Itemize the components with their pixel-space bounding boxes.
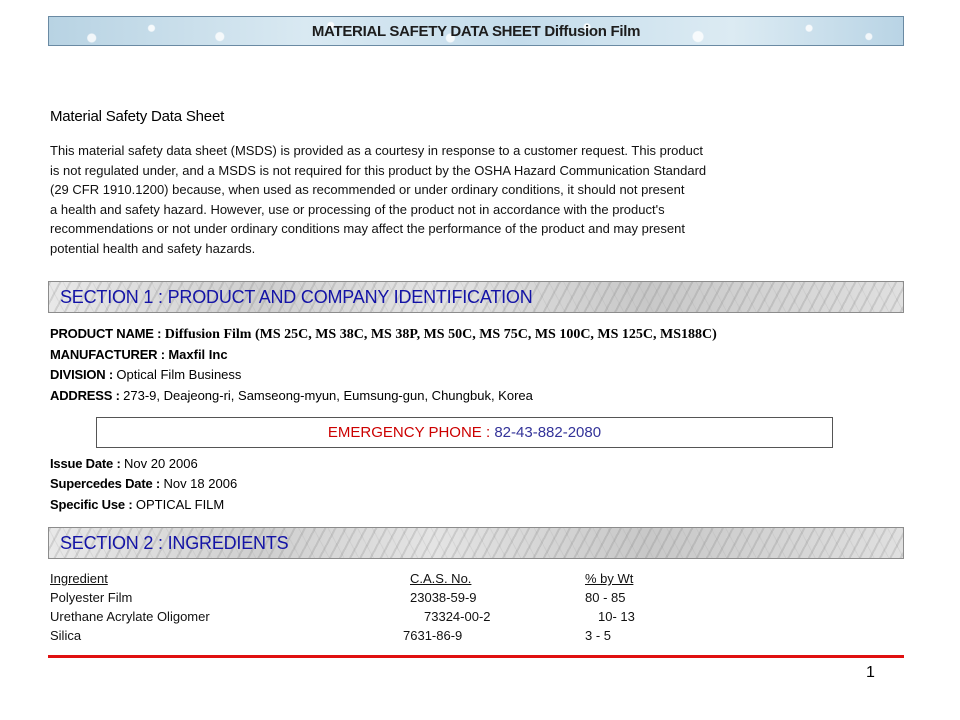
intro-line: potential health and safety hazards. [50, 240, 256, 256]
specific-use-field [50, 497, 224, 512]
address-label: ADDRESS : [50, 388, 124, 403]
intro-line: recommendations or not under ordinary conditions may affect the performance of the product and may present [50, 221, 685, 236]
section-2-banner [48, 527, 904, 559]
issue-date-field [50, 456, 198, 471]
manufacturer-label: MANUFACTURER : [50, 347, 169, 362]
intro-heading: Material Safety Data Sheet [50, 108, 225, 125]
emergency-phone-separator: : [481, 424, 495, 441]
specific-use-label: Specific Use : [50, 497, 136, 512]
section-2-title: SECTION 2 : INGREDIENTS [60, 532, 289, 553]
weight-column-header: % by Wt [585, 571, 634, 586]
intro-line: (29 CFR 1910.1200) because, when used as recommended or under ordinary conditions, it should not present [50, 182, 685, 197]
section-1-banner [48, 281, 904, 313]
page-number: 1 [866, 664, 875, 681]
ingredient-name: Silica [50, 628, 82, 643]
ingredient-column-header: Ingredient [50, 571, 108, 586]
ingredient-cas: 73324-00-2 [424, 609, 491, 624]
address-field [50, 388, 533, 403]
product-name-field [50, 326, 717, 343]
division-field [50, 367, 241, 382]
issue-date-label: Issue Date : [50, 456, 124, 471]
ingredient-weight: 3 - 5 [585, 628, 612, 643]
ingredient-weight: 10- 13 [598, 609, 635, 624]
issue-date-value: Nov 20 2006 [124, 456, 198, 471]
ingredient-cas: 23038-59-9 [410, 590, 477, 605]
intro-line: This material safety data sheet (MSDS) is provided as a courtesy in response to a customer request. This product [50, 143, 703, 158]
division-value: Optical Film Business [116, 367, 242, 382]
address-value: 273-9, Deajeong-ri, Samseong-myun, Eumsung-gun, Chungbuk, Korea [123, 388, 533, 403]
emergency-phone-number: 82-43-882-2080 [494, 424, 602, 441]
ingredient-cas: 7631-86-9 [403, 628, 463, 643]
division-label: DIVISION : [50, 367, 117, 382]
manufacturer-field [50, 347, 228, 362]
intro-line: is not regulated under, and a MSDS is not required for this product by the OSHA Hazard Communication Standard [50, 162, 707, 178]
ingredient-weight: 80 - 85 [585, 590, 626, 605]
supercedes-date-label: Supercedes Date : [50, 476, 164, 491]
ingredient-name: Polyester Film [50, 590, 133, 605]
supercedes-date-field [50, 476, 237, 491]
emergency-phone-box [96, 417, 833, 448]
manufacturer-value: Maxfil Inc [168, 347, 228, 362]
emergency-phone-label: EMERGENCY PHONE [327, 424, 482, 441]
product-name-value: Diffusion Film (MS 25C, MS 38C, MS 38P, MS 50C, MS 75C, MS 100C, MS 125C, MS188C) [164, 327, 717, 342]
specific-use-value: OPTICAL FILM [135, 497, 225, 512]
cas-column-header: C.A.S. No. [410, 571, 472, 586]
intro-paragraph [50, 141, 706, 258]
product-name-label: PRODUCT NAME : [50, 326, 165, 341]
intro-line: a health and safety hazard. However, use or processing of the product not in accordance with the product's [50, 201, 665, 217]
section-1-title: SECTION 1 : PRODUCT AND COMPANY IDENTIFICATION [60, 286, 533, 307]
supercedes-date-value: Nov 18 2006 [163, 476, 238, 491]
header-banner [48, 16, 904, 46]
document-title: MATERIAL SAFETY DATA SHEET Diffusion Film [311, 22, 641, 40]
bottom-divider [48, 655, 904, 658]
ingredient-name: Urethane Acrylate Oligomer [50, 609, 210, 624]
